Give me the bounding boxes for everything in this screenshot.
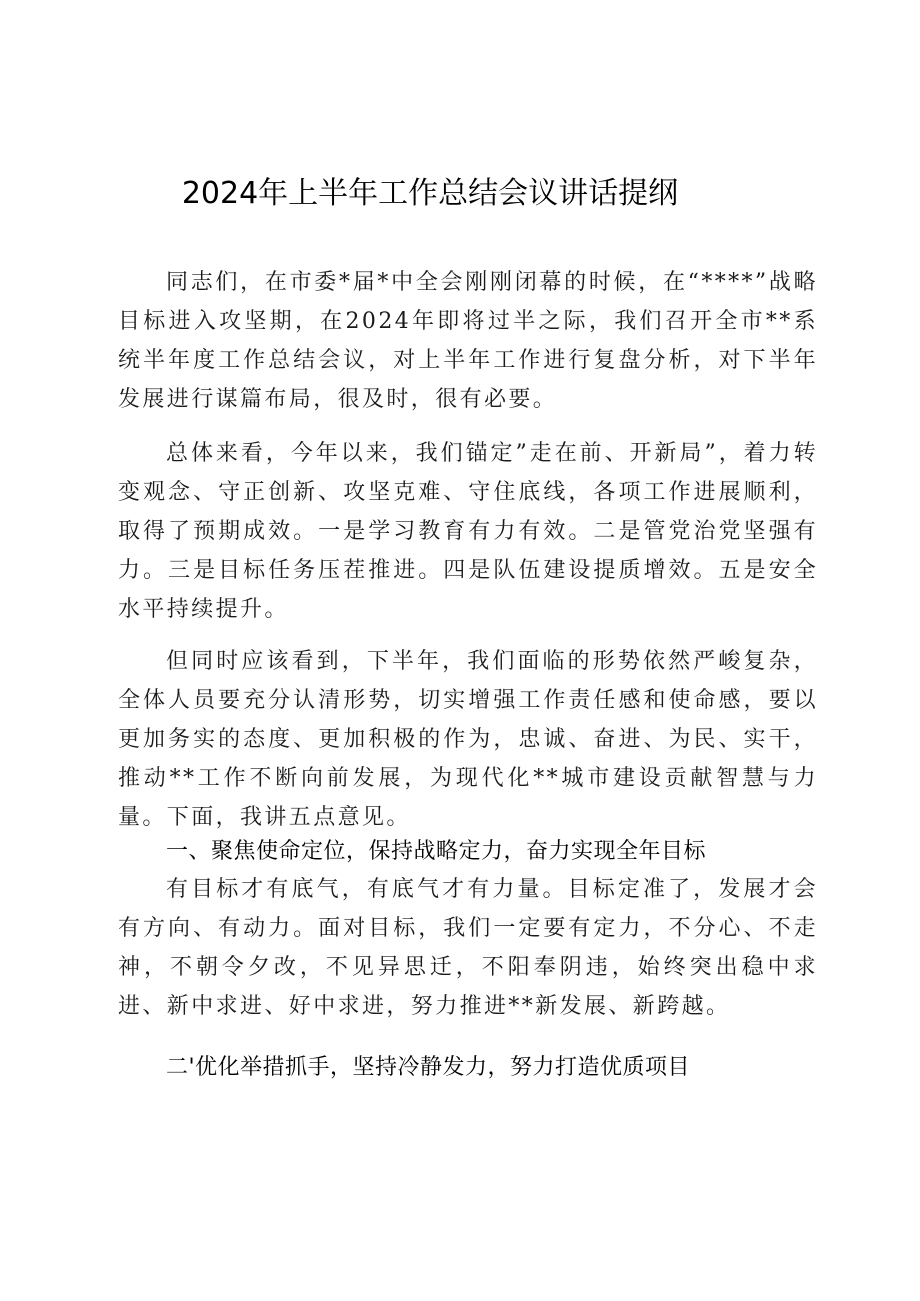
- paragraph-section-1: 有目标才有底气，有底气才有力量。目标定准了，发展才会有方向、有动力。面对目标，我们一定要有定力，不分心、不走神，不朝令夕改，不见异思迁，不阳奉阴违，始终突出稳中求进、新中求进、好中求进，努力推进**新发展、新跨越。: [118, 877, 818, 1019]
- paragraph-situation: 但同时应该看到，下半年，我们面临的形势依然严峻复杂，全体人员要充分认清形势，切实增强工作责任感和使命感，要以更加务实的态度、更加积极的作为，忠诚、奋进、为民、实干，推动**工作不断向前发展，为现代化**城市建设贡献智慧与力量。下面，我讲五点意见。: [118, 649, 818, 830]
- paragraph-overview: 总体来看，今年以来，我们锚定”走在前、开新局”，着力转变观念、守正创新、攻坚克难、守住底线，各项工作进展顺利，取得了预期成效。一是学习教育有力有效。二是管党治党坚强有力。三是目标任务压茬推进。四是队伍建设提质增效。五是安全水平持续提升。: [118, 441, 818, 622]
- paragraph-opening: 同志们，在市委*届*中全会刚刚闭幕的时候，在“****”战略目标进入攻坚期，在2024年即将过半之际，我们召开全市**系统半年度工作总结会议，对上半年工作进行复盘分析，对下半年发展进行谋篇布局，很及时，很有必要。: [118, 270, 818, 412]
- section-heading-1: 一、聚焦使命定位，保持战略定力，奋力实现全年目标: [166, 839, 707, 864]
- section-heading-2: 二'优化举措抓手，坚持冷静发力，努力打造优质项目: [166, 1055, 691, 1080]
- document-title: 2024年上半年工作总结会议讲话提纲: [181, 176, 679, 211]
